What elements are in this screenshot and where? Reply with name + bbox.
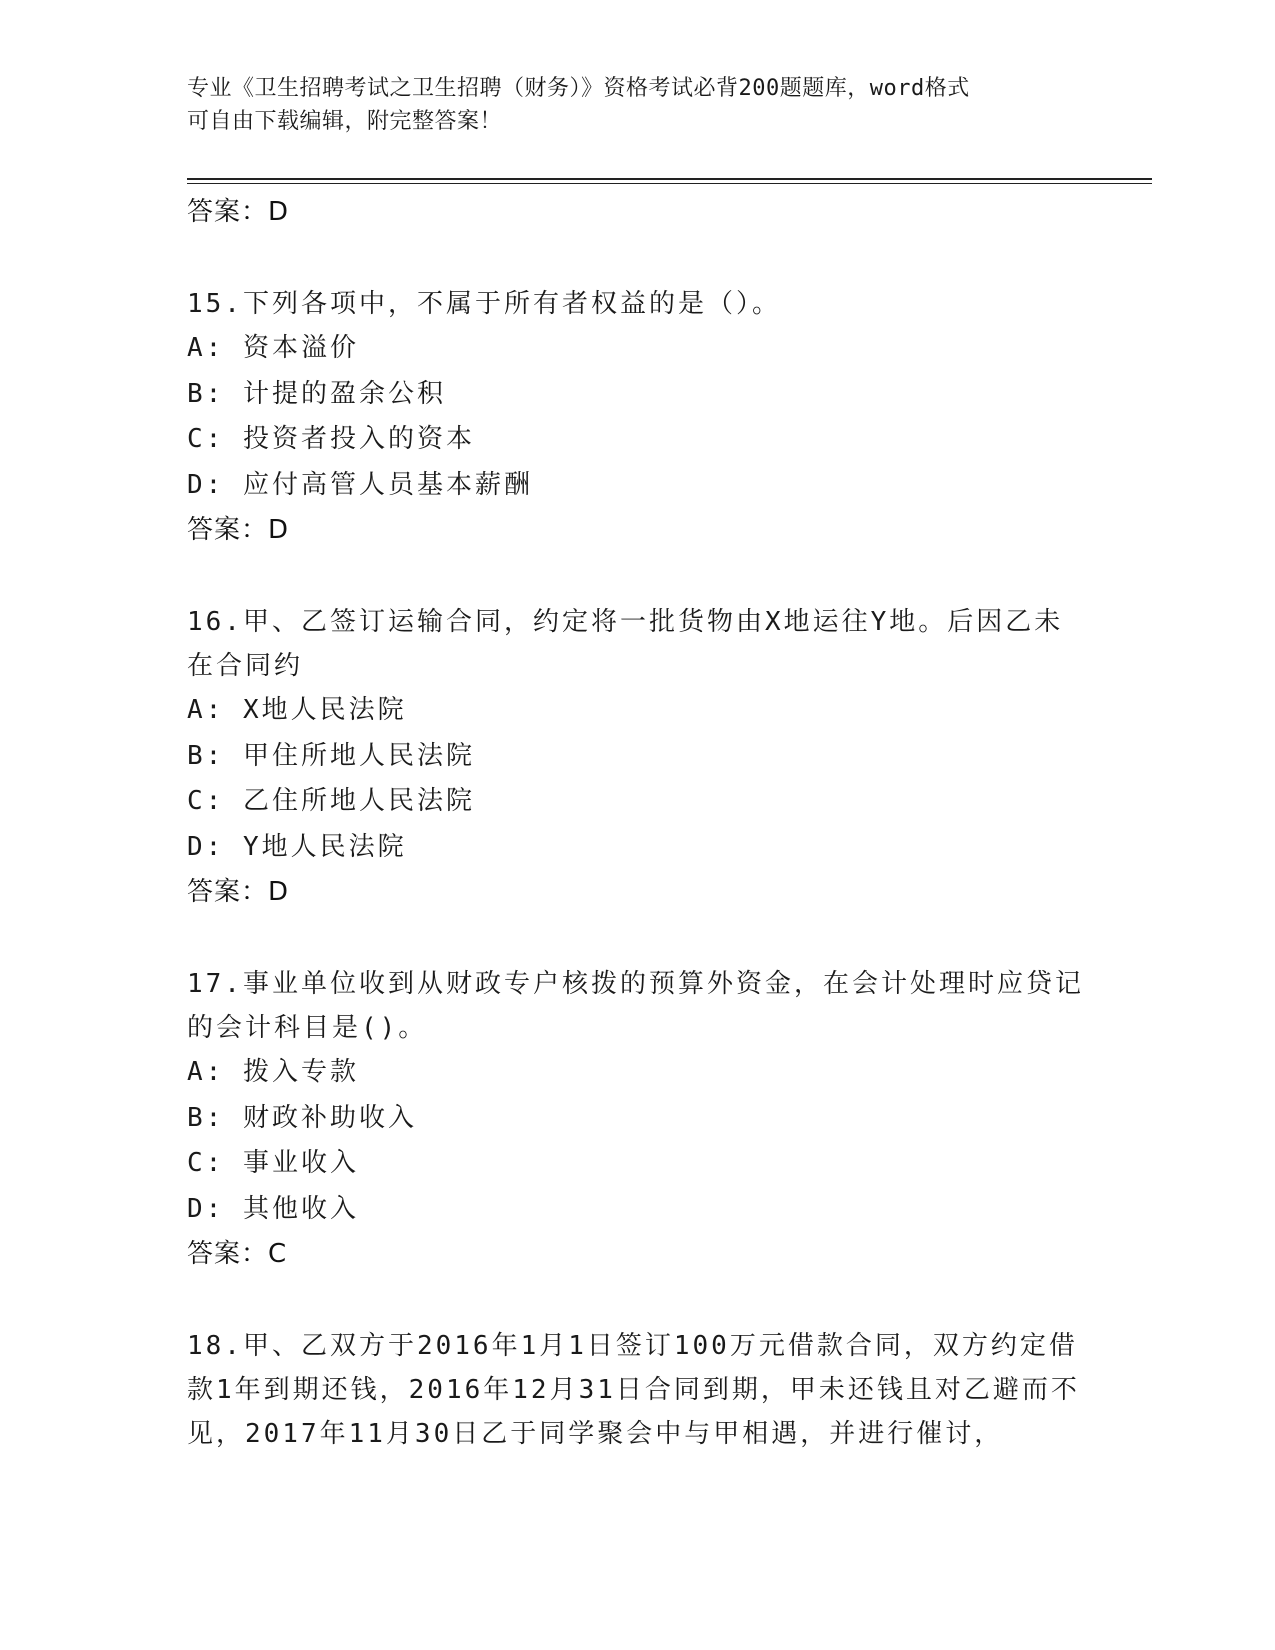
option-a: A: 资本溢价 [187, 333, 359, 363]
document-body [187, 190, 1087, 1456]
option-d: D: Y地人民法院 [187, 831, 407, 862]
question-stem: 17.事业单位收到从财政专户核拨的预算外资金，在会计处理时应贷记的会计科目是()。 [187, 969, 1084, 1043]
question-stem: 18.甲、乙双方于2016年1月1日签订100万元借款合同，双方约定借款1年到期还钱，2016年12月31日合同到期，甲未还钱且对乙避而不见，2017年11月30日乙于同学聚会中与甲相遇，并进行催讨， [187, 1331, 1080, 1449]
option-c: C: 事业收入 [187, 1148, 359, 1178]
option-c: C: 投资者投入的资本 [187, 424, 475, 454]
question-answer: 答案：D [187, 515, 290, 545]
question-17 [187, 962, 1087, 1276]
option-a: A: 拨入专款 [187, 1057, 359, 1087]
option-d: D: 应付高管人员基本薪酬 [187, 469, 533, 500]
header-line-2: 可自由下载编辑，附完整答案！ [187, 109, 503, 134]
option-a: A: X地人民法院 [187, 695, 407, 725]
header-divider-thin [187, 183, 1152, 184]
option-b: B: 甲住所地人民法院 [187, 740, 475, 771]
option-b: B: 财政补助收入 [187, 1102, 417, 1133]
question-15 [187, 282, 1087, 552]
question-stem: 16.甲、乙签订运输合同，约定将一批货物由X地运往Y地。后因乙未在合同约 [187, 607, 1064, 681]
previous-answer: 答案：D [187, 197, 290, 227]
document-header [187, 72, 1067, 138]
header-line-1: 专业《卫生招聘考试之卫生招聘（财务）》资格考试必背200题题库，word格式 [187, 76, 970, 101]
question-answer: 答案：D [187, 877, 290, 907]
question-16 [187, 600, 1087, 914]
option-b: B: 计提的盈余公积 [187, 378, 446, 409]
header-divider-thick [187, 178, 1152, 180]
option-d: D: 其他收入 [187, 1193, 359, 1224]
question-answer: 答案：C [187, 1239, 288, 1269]
question-18 [187, 1324, 1087, 1456]
question-stem: 15.下列各项中，不属于所有者权益的是（）。 [187, 289, 781, 319]
option-c: C: 乙住所地人民法院 [187, 786, 475, 816]
